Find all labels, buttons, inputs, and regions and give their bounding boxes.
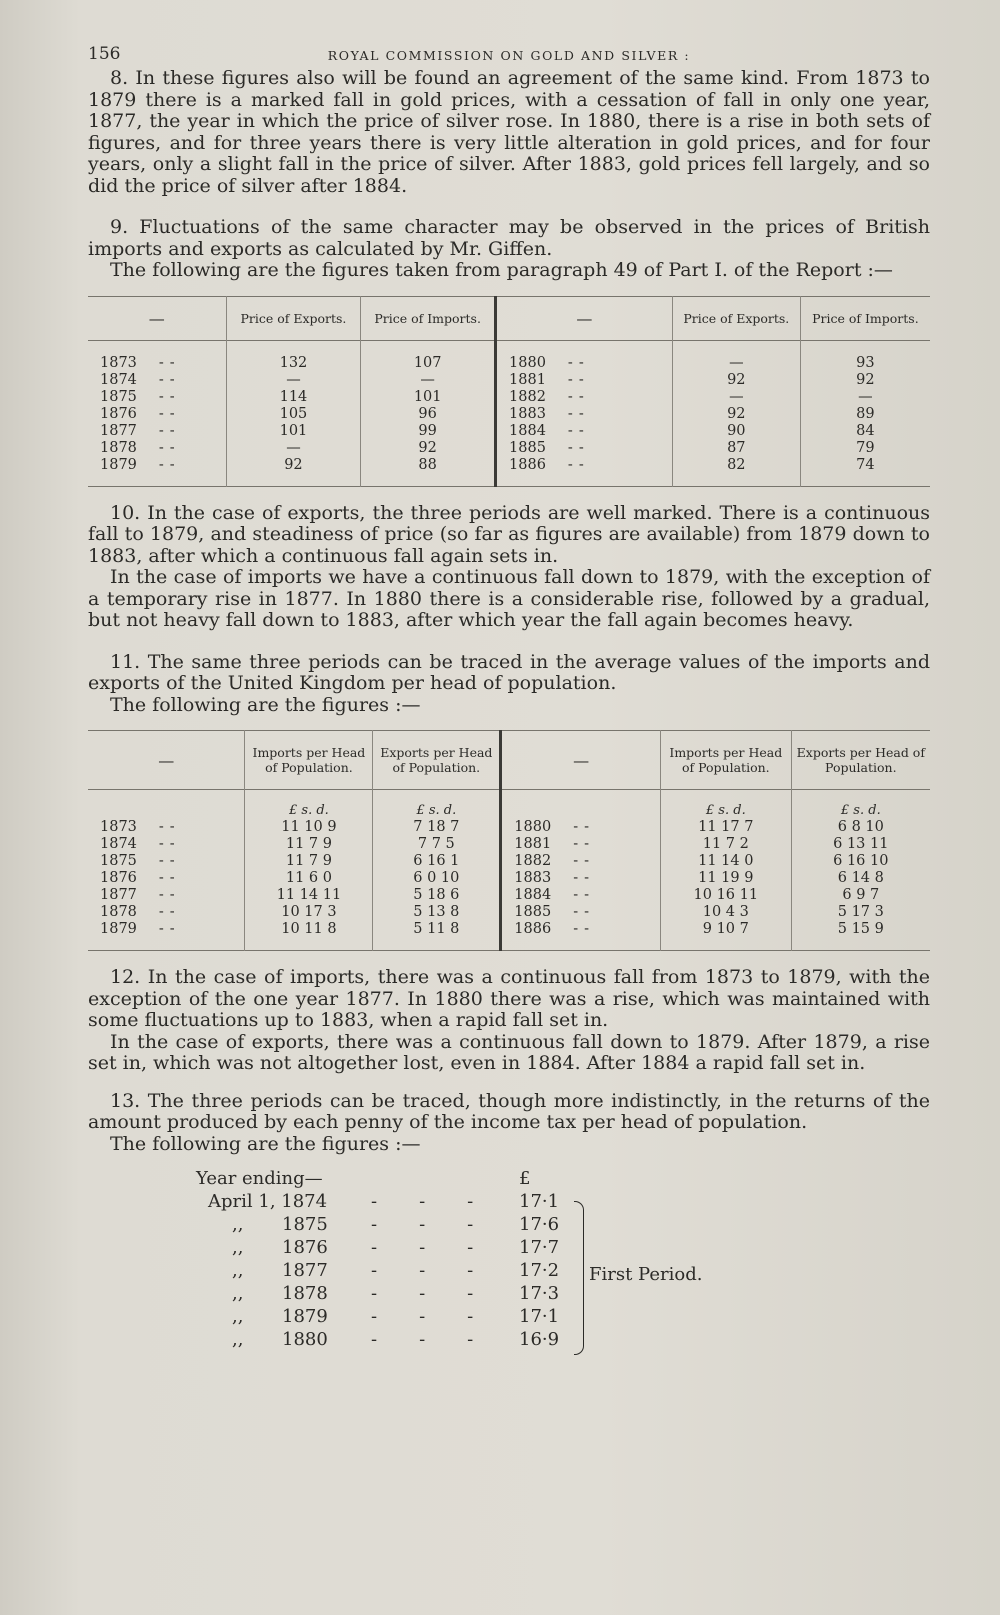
- imports-cell: 107: [361, 340, 496, 372]
- units-label: £ s. d.: [245, 790, 373, 820]
- page-number: 156: [88, 44, 121, 64]
- header-imports-per-head: Imports per Head of Population.: [660, 731, 791, 790]
- header-dash: —: [496, 296, 673, 340]
- paragraph-13-lead: The following are the figures :—: [110, 1132, 421, 1155]
- imports-cell: 9 10 7: [660, 921, 791, 951]
- exports-cell: —: [672, 389, 800, 406]
- header-dash: —: [148, 308, 165, 328]
- imports-cell: —: [800, 389, 930, 406]
- units-label: £ s. d.: [373, 790, 501, 820]
- exports-cell: 5 11 8: [373, 921, 501, 951]
- imports-cell: 84: [800, 423, 930, 440]
- per-head-table-header: [88, 731, 930, 790]
- exports-cell: 87: [672, 440, 800, 457]
- exports-cell: 7 7 5: [373, 836, 501, 853]
- year-cell: 1883: [509, 405, 546, 422]
- year-cell: 1875: [100, 853, 137, 869]
- income-value: 17·3: [519, 1283, 560, 1304]
- per-head-table: [88, 730, 930, 951]
- year-cell: 1875: [100, 388, 137, 405]
- table-row: 1873 -- 132 107 1880 -- — 93: [88, 340, 930, 372]
- price-table: [88, 296, 930, 487]
- imports-cell: 74: [800, 457, 930, 487]
- ditto-mark: ,,: [232, 1237, 244, 1258]
- header-price-exports: Price of Exports.: [672, 296, 800, 340]
- exports-cell: 6 0 10: [373, 870, 501, 887]
- ditto-mark: ,,: [232, 1260, 244, 1281]
- imports-cell: 101: [361, 389, 496, 406]
- exports-cell: 5 17 3: [791, 904, 930, 921]
- income-row: ,, 1875 --- 17·6: [232, 1214, 560, 1235]
- income-row: ,, 1880 --- 16·9: [232, 1329, 560, 1350]
- paragraph-11-lead: The following are the figures :—: [110, 693, 421, 716]
- running-head: [88, 40, 930, 68]
- imports-cell: 11 14 0: [660, 853, 791, 870]
- imports-cell: 79: [800, 440, 930, 457]
- paragraph-11: 11. The same three periods can be traced in the average values of the imports and exports of the United Kingdom per head of population.: [88, 650, 930, 694]
- table-row: 1876 -- 11 6 0 6 0 10 1883 -- 11 19 9 6 14 8: [88, 870, 930, 887]
- imports-cell: 11 10 9: [245, 819, 373, 836]
- year-cell: 1882: [509, 388, 546, 405]
- year-cell: 1880: [509, 354, 546, 371]
- exports-cell: 101: [226, 423, 361, 440]
- header-dash: —: [501, 731, 661, 790]
- imports-cell: 88: [361, 457, 496, 487]
- imports-cell: 10 17 3: [245, 904, 373, 921]
- year-cell: 1874: [100, 371, 137, 388]
- ditto-mark: ,,: [232, 1306, 244, 1327]
- income-value: 16·9: [519, 1329, 560, 1350]
- ditto-mark: ,,: [232, 1329, 244, 1350]
- income-year: 1879: [282, 1306, 328, 1327]
- year-cell: 1873: [100, 819, 137, 835]
- table-row: 1877 -- 101 99 1884 -- 90 84: [88, 423, 930, 440]
- exports-cell: 82: [672, 457, 800, 487]
- paragraph-10: 10. In the case of exports, the three periods are well marked. There is a continuous fall to 1879, and steadiness of price (so far as figures are available) from 1879 down to 1883, after which a continuous fall again sets in.: [88, 501, 930, 567]
- year-cell: 1884: [509, 422, 546, 439]
- paragraph-10-imports: In the case of imports we have a continuous fall down to 1879, with the exception of a temporary rise in 1877. In 1880 there is a considerable rise, followed by a gradual, but not heavy fall down to 1883, after which year the fall again becomes heavy.: [88, 566, 930, 631]
- income-row: ,, 1879 --- 17·1: [232, 1306, 560, 1327]
- exports-cell: —: [226, 440, 361, 457]
- exports-cell: 6 14 8: [791, 870, 930, 887]
- table-row: 1875 -- 11 7 9 6 16 1 1882 -- 11 14 0 6 16 10: [88, 853, 930, 870]
- header-imports-per-head: Imports per Head of Population.: [245, 731, 373, 790]
- exports-cell: 7 18 7: [373, 819, 501, 836]
- exports-cell: 105: [226, 406, 361, 423]
- ditto-mark: ,,: [232, 1214, 244, 1235]
- year-cell: 1884: [514, 887, 552, 903]
- header-dash: —: [158, 750, 175, 770]
- income-year: 1880: [282, 1329, 328, 1350]
- income-row: ,, 1876 --- 17·7: [232, 1237, 560, 1258]
- income-year: 1875: [282, 1214, 328, 1235]
- year-cell: 1885: [509, 439, 546, 456]
- paragraph-9-lead: The following are the figures taken from paragraph 49 of Part I. of the Report :—: [110, 259, 893, 281]
- imports-cell: 93: [800, 340, 930, 372]
- income-row: ,, 1877 --- 17·2: [232, 1260, 560, 1281]
- year-cell: 1883: [514, 870, 552, 886]
- year-cell: 1880: [514, 819, 552, 835]
- year-cell: 1878: [100, 439, 137, 456]
- exports-cell: 90: [672, 423, 800, 440]
- year-cell: 1876: [100, 870, 137, 886]
- price-table-header: [88, 296, 930, 340]
- year-cell: 1876: [100, 405, 137, 422]
- year-cell: 1882: [514, 853, 552, 869]
- units-label: £ s. d.: [791, 790, 930, 820]
- exports-cell: 5 13 8: [373, 904, 501, 921]
- exports-cell: 6 16 1: [373, 853, 501, 870]
- year-cell: 1877: [100, 887, 137, 903]
- table-row: 1877 -- 11 14 11 5 18 6 1884 -- 10 16 11 6 9 7: [88, 887, 930, 904]
- income-first-label: April 1, 1874: [208, 1191, 328, 1212]
- income-year: 1876: [282, 1237, 328, 1258]
- income-currency: £: [519, 1168, 531, 1189]
- paragraph-13: 13. The three periods can be traced, though more indistinctly, in the returns of the amount produced by each penny of the income tax per head of population.: [88, 1089, 930, 1133]
- paragraph-9: 9. Fluctuations of the same character may be observed in the prices of British imports and exports as calculated by Mr. Giffen.: [88, 216, 930, 260]
- brace: [574, 1201, 584, 1355]
- income-value: 17·7: [519, 1237, 560, 1258]
- first-period-label: First Period.: [589, 1264, 703, 1285]
- imports-cell: 11 7 9: [245, 836, 373, 853]
- year-cell: 1886: [509, 456, 546, 473]
- income-year: 1878: [282, 1283, 328, 1304]
- exports-cell: 6 9 7: [791, 887, 930, 904]
- table-row: 1873 -- 11 10 9 7 18 7 1880 -- 11 17 7 6 8 10: [88, 819, 930, 836]
- imports-cell: 11 19 9: [660, 870, 791, 887]
- exports-cell: 6 16 10: [791, 853, 930, 870]
- header-exports-per-head: Exports per Head of Population.: [373, 731, 501, 790]
- income-value: 17·1: [519, 1306, 560, 1327]
- imports-cell: 10 11 8: [245, 921, 373, 951]
- year-cell: 1879: [100, 456, 137, 473]
- year-cell: 1877: [100, 422, 137, 439]
- year-cell: 1874: [100, 836, 137, 852]
- exports-cell: 114: [226, 389, 361, 406]
- year-cell: 1881: [514, 836, 552, 852]
- units-label: £ s. d.: [660, 790, 791, 820]
- exports-cell: 92: [672, 372, 800, 389]
- exports-cell: 132: [226, 340, 361, 372]
- paragraph-12: 12. In the case of imports, there was a continuous fall from 1873 to 1879, with the exception of the one year 1877. In 1880 there was a rise, which was maintained with some fluctuations up to 1883, when a rapid fall set in.: [88, 966, 930, 1031]
- income-value: 17·6: [519, 1214, 560, 1235]
- imports-cell: 11 7 2: [660, 836, 791, 853]
- exports-cell: 6 8 10: [791, 819, 930, 836]
- header-price-exports: Price of Exports.: [226, 296, 361, 340]
- exports-cell: 6 13 11: [791, 836, 930, 853]
- year-cell: 1885: [514, 904, 552, 920]
- imports-cell: 11 17 7: [660, 819, 791, 836]
- paragraph-8: 8. In these figures also will be found an agreement of the same kind. From 1873 to 1879 there is a marked fall in gold prices, with a cessation of fall in only one year, 1877, the year in which the price of silver rose. In 1880, there is a rise in both sets of figures, and for three years there is very little alteration in gold prices, and for four years, only a slight fall in the price of silver. After 1883, gold prices fell largely, and so did the price of silver after 1884.: [88, 67, 930, 197]
- exports-cell: 92: [672, 406, 800, 423]
- exports-cell: 5 15 9: [791, 921, 930, 951]
- table-row: 1874 -- 11 7 9 7 7 5 1881 -- 11 7 2 6 13 11: [88, 836, 930, 853]
- table-row: 1874 -- — — 1881 -- 92 92: [88, 372, 930, 389]
- table-row: 1879 -- 92 88 1886 -- 82 74: [88, 457, 930, 487]
- imports-cell: 96: [361, 406, 496, 423]
- header-exports-per-head: Exports per Head of Population.: [791, 731, 930, 790]
- imports-cell: 89: [800, 406, 930, 423]
- running-title: ROYAL COMMISSION ON GOLD AND SILVER :: [327, 48, 691, 63]
- imports-cell: 11 6 0: [245, 870, 373, 887]
- imports-cell: 11 14 11: [245, 887, 373, 904]
- year-cell: 1881: [509, 371, 546, 388]
- income-value: 17·2: [519, 1260, 560, 1281]
- table-row: 1879 -- 10 11 8 5 11 8 1886 -- 9 10 7 5 15 9: [88, 921, 930, 951]
- imports-cell: 92: [800, 372, 930, 389]
- year-cell: 1878: [100, 904, 137, 920]
- table-row: 1876 -- 105 96 1883 -- 92 89: [88, 406, 930, 423]
- income-row: April 1, 1874 --- 17·1: [208, 1191, 560, 1212]
- income-heading: Year ending—: [196, 1168, 323, 1189]
- imports-cell: —: [361, 372, 496, 389]
- year-cell: 1886: [514, 921, 552, 937]
- imports-cell: 92: [361, 440, 496, 457]
- table-row: 1878 -- 10 17 3 5 13 8 1885 -- 10 4 3 5 17 3: [88, 904, 930, 921]
- header-price-imports: Price of Imports.: [361, 296, 496, 340]
- year-cell: 1873: [100, 354, 137, 371]
- table-row: 1875 -- 114 101 1882 -- — —: [88, 389, 930, 406]
- income-first-value: 17·1: [519, 1191, 560, 1212]
- income-tax-table: [196, 1167, 930, 1351]
- imports-cell: 99: [361, 423, 496, 440]
- exports-cell: 92: [226, 457, 361, 487]
- exports-cell: 5 18 6: [373, 887, 501, 904]
- imports-cell: 10 16 11: [660, 887, 791, 904]
- table-row: 1878 -- — 92 1885 -- 87 79: [88, 440, 930, 457]
- exports-cell: —: [672, 340, 800, 372]
- imports-cell: 11 7 9: [245, 853, 373, 870]
- header-price-imports: Price of Imports.: [800, 296, 930, 340]
- year-cell: 1879: [100, 921, 137, 937]
- income-row: ,, 1878 --- 17·3: [232, 1283, 560, 1304]
- imports-cell: 10 4 3: [660, 904, 791, 921]
- ditto-mark: ,,: [232, 1283, 244, 1304]
- paragraph-12-exports: In the case of exports, there was a continuous fall down to 1879. After 1879, a rise set in, which was not altogether lost, even in 1884. After 1884 a rapid fall set in.: [88, 1030, 930, 1074]
- exports-cell: —: [226, 372, 361, 389]
- income-year: 1877: [282, 1260, 328, 1281]
